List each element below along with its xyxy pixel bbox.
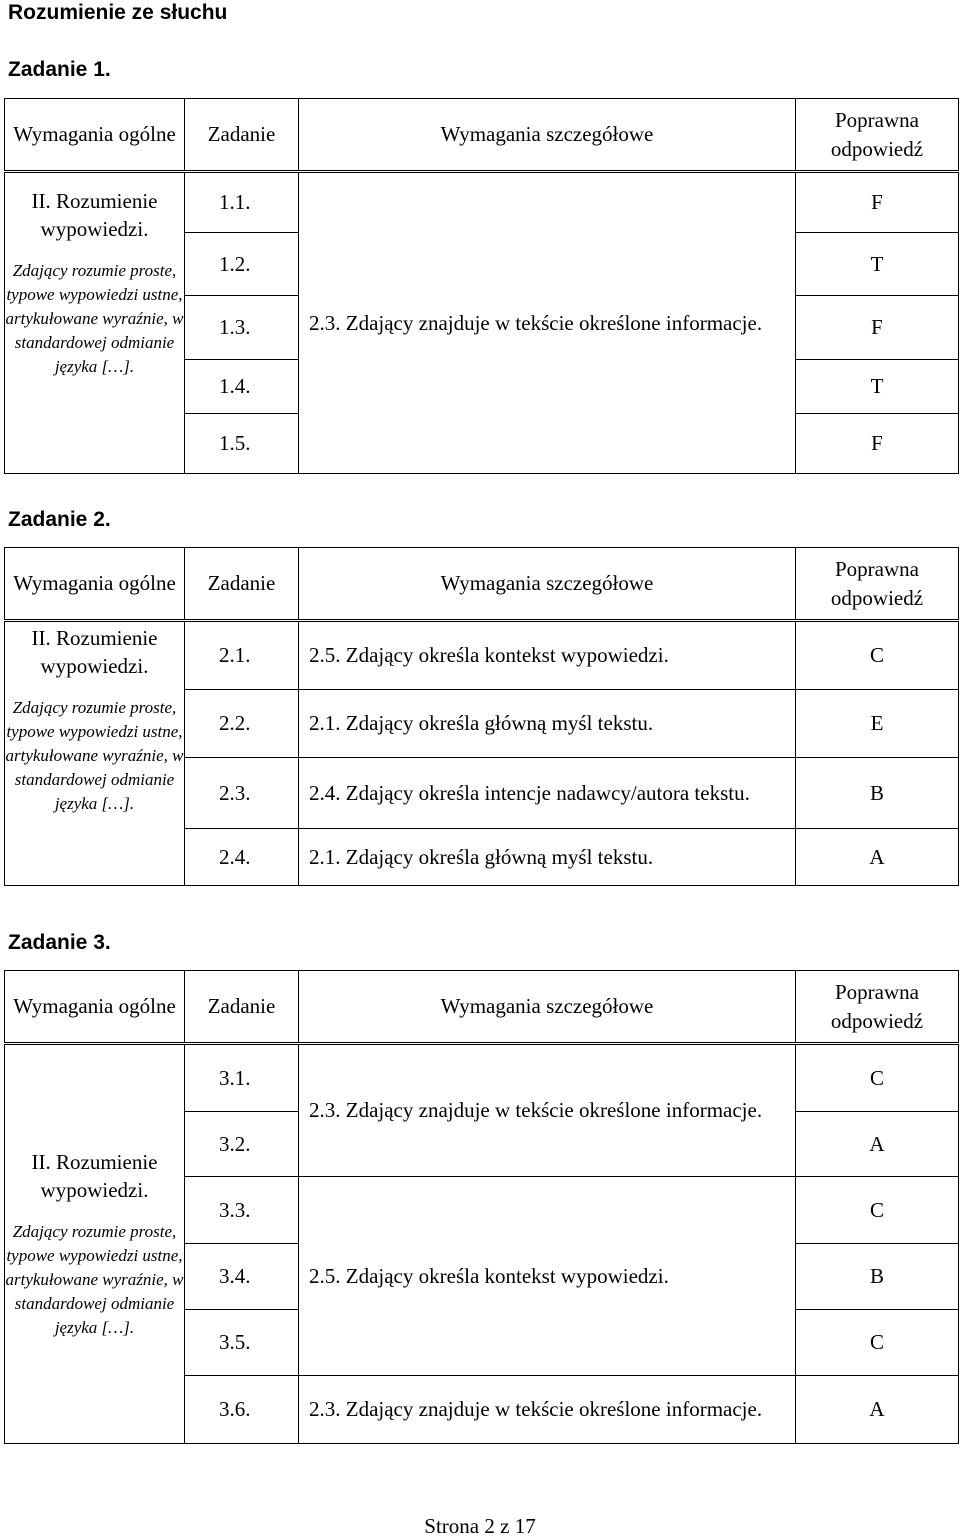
task-number: 1.5. (185, 414, 299, 474)
header-general: Wymagania ogólne (5, 99, 185, 172)
detailed-requirement: 2.5. Zdający określa kontekst wypowiedzi. (299, 621, 796, 690)
task-number: 2.1. (185, 621, 299, 690)
header-detailed: Wymagania szczegółowe (299, 971, 796, 1044)
general-requirement-main: II. Rozumienie wypowiedzi. (31, 189, 158, 241)
answer-cell: C (796, 1177, 959, 1244)
answer-cell: F (796, 296, 959, 360)
task-number: 2.4. (185, 829, 299, 886)
task2-title: Zadanie 2. (8, 508, 111, 531)
detailed-requirement: 2.1. Zdający określa główną myśl tekstu. (299, 829, 796, 886)
header-answer: Poprawna odpowiedź (796, 548, 959, 621)
task2-table (4, 547, 959, 886)
answer-cell: F (796, 414, 959, 474)
answer-cell: C (796, 1310, 959, 1376)
answer-cell: A (796, 1112, 959, 1177)
answer-cell: B (796, 758, 959, 829)
detailed-requirement: 2.1. Zdający określa główną myśl tekstu. (299, 690, 796, 758)
general-requirement-main: II. Rozumienie wypowiedzi. (31, 626, 158, 678)
task-number: 3.5. (185, 1310, 299, 1376)
answer-cell: B (796, 1244, 959, 1310)
answer-cell: C (796, 1044, 959, 1112)
header-task: Zadanie (185, 548, 299, 621)
task-number: 3.4. (185, 1244, 299, 1310)
task-number: 3.2. (185, 1112, 299, 1177)
answer-cell: F (796, 172, 959, 233)
task-number: 2.3. (185, 758, 299, 829)
header-general: Wymagania ogólne (5, 548, 185, 621)
detailed-requirement: 2.3. Zdający znajduje w tekście określone informacje. (299, 1376, 796, 1444)
header-general: Wymagania ogólne (5, 971, 185, 1044)
header-answer: Poprawna odpowiedź (796, 971, 959, 1044)
general-requirement-desc: Zdający rozumie proste, typowe wypowiedzi ustne, artykułowane wyraźnie, w standardowej odmianie języka […]. (5, 698, 184, 813)
header-task: Zadanie (185, 971, 299, 1044)
detailed-requirement: 2.3. Zdający znajduje w tekście określone informacje. (299, 1044, 796, 1177)
general-requirement (5, 1044, 185, 1444)
task-number: 3.1. (185, 1044, 299, 1112)
answer-cell: A (796, 829, 959, 886)
header-task: Zadanie (185, 99, 299, 172)
task-number: 1.2. (185, 233, 299, 296)
header-answer: Poprawna odpowiedź (796, 99, 959, 172)
task-number: 1.1. (185, 172, 299, 233)
answer-cell: A (796, 1376, 959, 1444)
task1-title: Zadanie 1. (8, 58, 111, 81)
header-detailed: Wymagania szczegółowe (299, 99, 796, 172)
answer-cell: T (796, 360, 959, 414)
general-requirement-main: II. Rozumienie wypowiedzi. (31, 1150, 158, 1202)
detailed-requirement: 2.4. Zdający określa intencje nadawcy/autora tekstu. (299, 758, 796, 829)
header-detailed: Wymagania szczegółowe (299, 548, 796, 621)
task3-table (4, 970, 959, 1444)
detailed-requirement: 2.5. Zdający określa kontekst wypowiedzi. (299, 1177, 796, 1376)
page-footer: Strona 2 z 17 (424, 1514, 536, 1538)
answer-cell: C (796, 621, 959, 690)
task3-title: Zadanie 3. (8, 931, 111, 954)
detailed-requirement: 2.3. Zdający znajduje w tekście określone informacje. (299, 172, 796, 474)
answer-cell: T (796, 233, 959, 296)
answer-cell: E (796, 690, 959, 758)
task-number: 3.6. (185, 1376, 299, 1444)
general-requirement (5, 172, 185, 474)
general-requirement (5, 621, 185, 886)
task-number: 3.3. (185, 1177, 299, 1244)
general-requirement-desc: Zdający rozumie proste, typowe wypowiedzi ustne, artykułowane wyraźnie, w standardowej odmianie języka […]. (5, 261, 184, 376)
task-number: 2.2. (185, 690, 299, 758)
page-title: Rozumienie ze słuchu (8, 1, 228, 24)
task-number: 1.3. (185, 296, 299, 360)
task-number: 1.4. (185, 360, 299, 414)
general-requirement-desc: Zdający rozumie proste, typowe wypowiedzi ustne, artykułowane wyraźnie, w standardowej odmianie języka […]. (5, 1222, 184, 1337)
task1-table (4, 98, 959, 474)
